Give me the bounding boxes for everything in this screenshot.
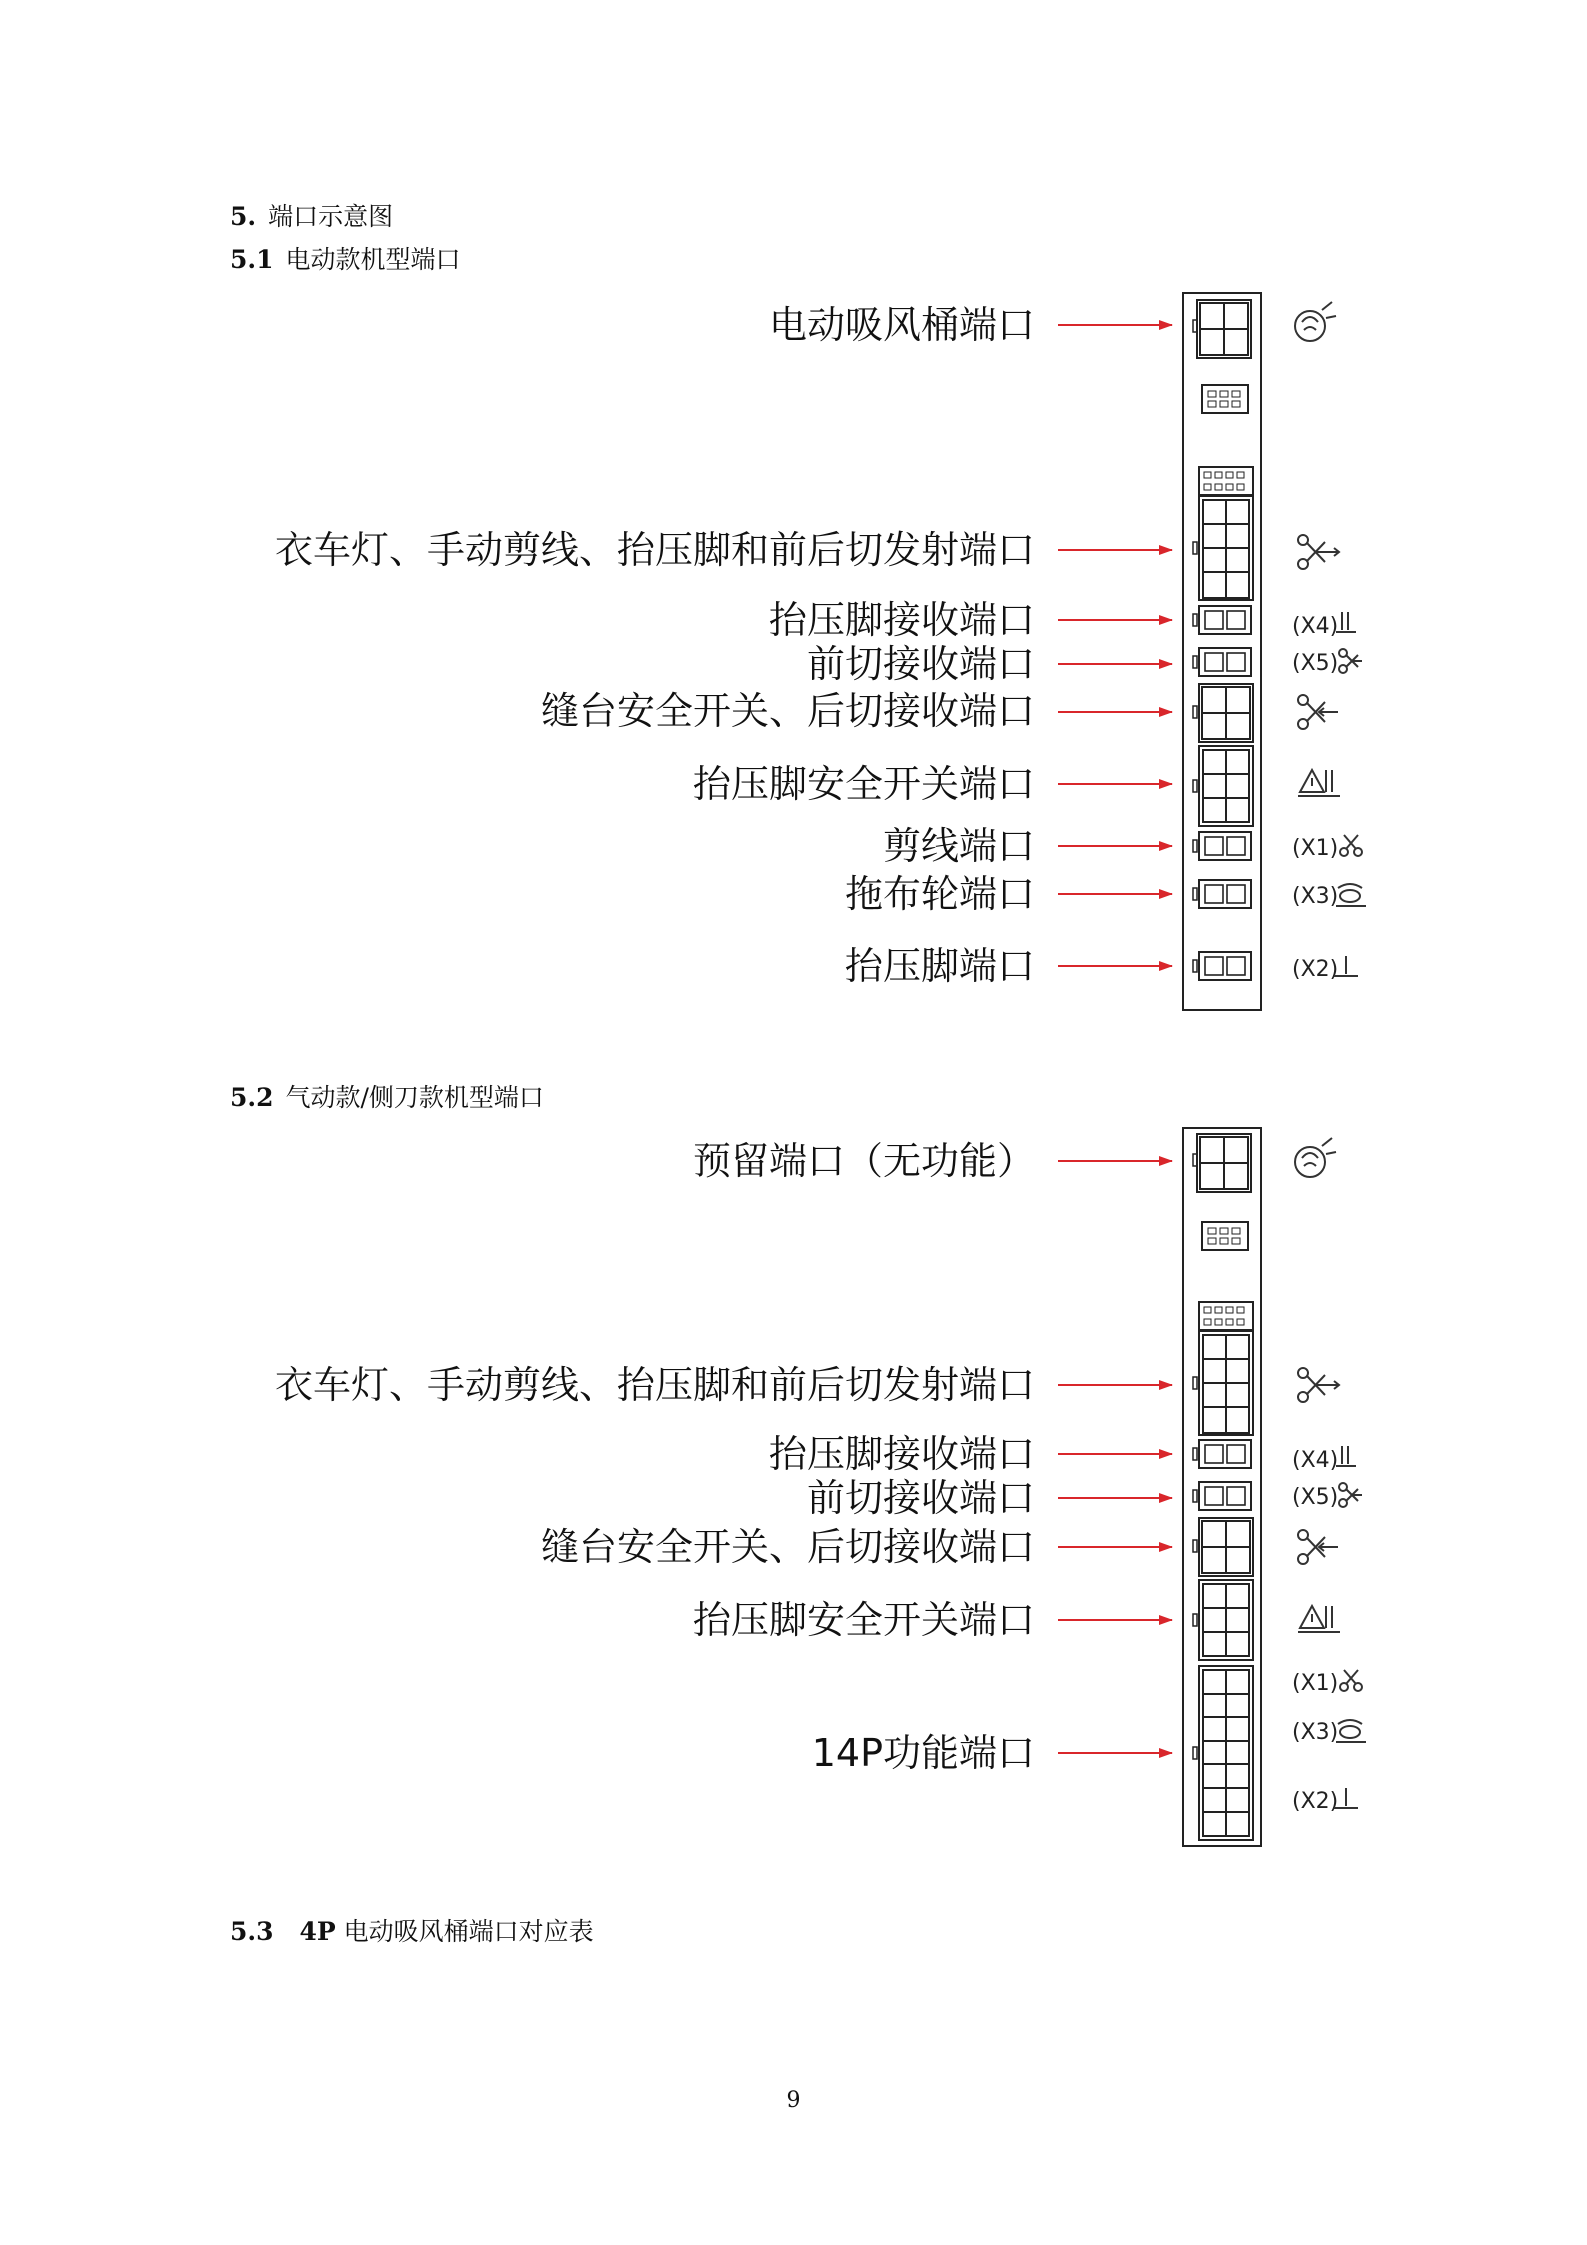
warning-foot-icon (1298, 1606, 1340, 1632)
section-title: 气动款/侧刀款机型端口 (285, 1083, 544, 1112)
label-table-switch-port: 缝台安全开关、后切接收端口 (540, 1525, 1035, 1569)
diagram-5-1 (275, 293, 1366, 1010)
port-4p-table-switch (1193, 684, 1253, 742)
port-8p-emitter (1193, 467, 1253, 600)
label-foot-port: 抬压脚端口 (844, 944, 1035, 988)
label-front-cut-receiver-port: 前切接收端口 (806, 642, 1035, 686)
vacuum-fan-icon (1295, 1138, 1336, 1177)
vacuum-fan-icon (1295, 302, 1336, 341)
port-2p-front-cut-receiver (1193, 648, 1251, 676)
section-number: 5.2 (230, 1083, 274, 1112)
port-2p-foot (1193, 952, 1251, 980)
label-vacuum-port: 电动吸风桶端口 (768, 303, 1035, 347)
code-x5: (X5) (1292, 1485, 1339, 1510)
presser-foot-icon (1336, 612, 1356, 632)
scissors-emit-icon (1298, 535, 1339, 569)
code-x3: (X3) (1292, 884, 1339, 909)
label-trim-port: 剪线端口 (882, 824, 1035, 868)
label-foot-safety-port: 抬压脚安全开关端口 (692, 1598, 1035, 1642)
section-number: 5.1 (230, 245, 274, 274)
port-4p-reserved (1193, 1134, 1251, 1192)
presser-foot-icon (1336, 1446, 1356, 1466)
header-6pin (1202, 1222, 1248, 1250)
port-2p-foot-receiver (1193, 606, 1251, 634)
code-x3: (X3) (1292, 1720, 1339, 1745)
code-x5: (X5) (1292, 651, 1339, 676)
code-x1: (X1) (1292, 836, 1339, 861)
code-x4: (X4) (1292, 614, 1339, 639)
label-puller-port: 拖布轮端口 (844, 872, 1035, 916)
port-2p-puller (1193, 880, 1251, 908)
scissors-receive-icon (1298, 695, 1338, 729)
port-6p-foot-safety (1193, 746, 1253, 826)
port-2p-trim (1193, 832, 1251, 860)
scissors-emit-icon (1298, 1368, 1339, 1402)
scissors-icon (1339, 649, 1362, 673)
port-2p-front-cut-receiver (1193, 1482, 1251, 1510)
warning-foot-icon (1298, 770, 1340, 796)
port-14p-function (1193, 1666, 1253, 1840)
label-front-cut-receiver-port: 前切接收端口 (806, 1476, 1035, 1520)
scissors-icon (1340, 1670, 1362, 1691)
code-x1: (X1) (1292, 1671, 1339, 1696)
diagram-5-2 (275, 1128, 1366, 1846)
label-reserved-port: 预留端口（无功能） (692, 1139, 1035, 1183)
section-title: 电动吸风桶端口对应表 (335, 1917, 594, 1946)
section-number: 5. (230, 202, 257, 231)
scissors-receive-icon (1298, 1530, 1338, 1564)
page-number: 9 (786, 2088, 801, 2113)
label-foot-receiver-port: 抬压脚接收端口 (768, 1432, 1035, 1476)
label-14p-port: 14P功能端口 (811, 1731, 1035, 1775)
port-8p-emitter (1193, 1302, 1253, 1435)
arrows-5-1 (1058, 325, 1172, 966)
arrows-5-2 (1058, 1161, 1172, 1753)
puller-wheel-icon (1336, 884, 1366, 906)
section-title: 端口示意图 (268, 202, 394, 231)
section-number: 5.3 (230, 1917, 274, 1946)
code-x2: (X2) (1292, 1789, 1339, 1814)
label-foot-safety-port: 抬压脚安全开关端口 (692, 762, 1035, 806)
puller-wheel-icon (1336, 1720, 1366, 1742)
port-4p-table-switch (1193, 1518, 1253, 1576)
port-4p-vacuum (1193, 300, 1251, 358)
scissors-icon (1340, 835, 1362, 856)
label-foot-receiver-port: 抬压脚接收端口 (768, 598, 1035, 642)
code-x4: (X4) (1292, 1448, 1339, 1473)
section-title: 电动款机型端口 (285, 245, 461, 274)
section-title-bold: 4P (299, 1917, 336, 1946)
label-table-switch-port: 缝台安全开关、后切接收端口 (540, 689, 1035, 733)
port-2p-foot-receiver (1193, 1440, 1251, 1468)
scissors-icon (1339, 1483, 1362, 1507)
header-6pin (1202, 385, 1248, 413)
port-6p-foot-safety (1193, 1580, 1253, 1660)
label-emitter-port: 衣车灯、手动剪线、抬压脚和前后切发射端口 (274, 1363, 1035, 1407)
code-x2: (X2) (1292, 957, 1339, 982)
label-emitter-port: 衣车灯、手动剪线、抬压脚和前后切发射端口 (274, 528, 1035, 572)
